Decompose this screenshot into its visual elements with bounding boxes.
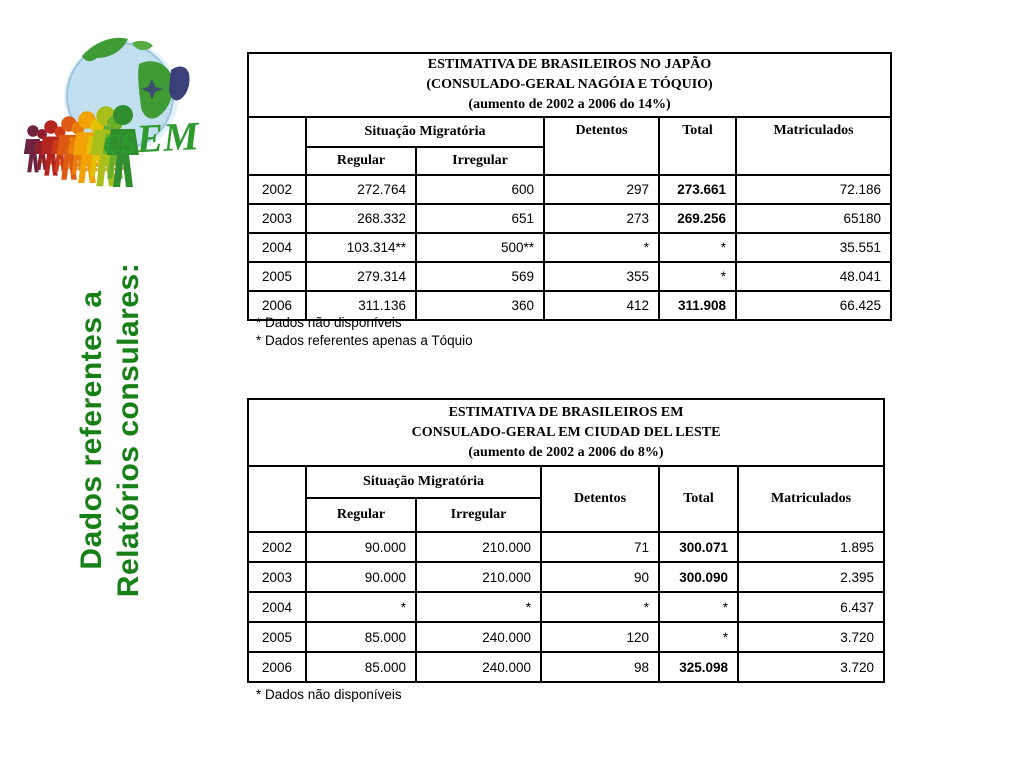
header-regular: Regular — [306, 147, 416, 175]
slide-side-title — [55, 240, 165, 620]
year-header-empty — [248, 466, 306, 532]
total-cell: * — [659, 262, 736, 291]
header-situacao-migratoria: Situação Migratória — [306, 466, 541, 498]
detentos-cell: 120 — [541, 622, 659, 652]
irregular-cell: * — [416, 592, 541, 622]
header-detentos: Detentos — [544, 117, 659, 175]
header-regular: Regular — [306, 498, 416, 532]
year-cell: 2006 — [248, 652, 306, 682]
regular-cell: 90.000 — [306, 562, 416, 592]
table-row — [248, 562, 884, 592]
header-irregular: Irregular — [416, 147, 544, 175]
csem-logo-text: csEM — [102, 113, 200, 163]
table-title-row — [248, 53, 891, 117]
total-cell: * — [659, 592, 738, 622]
year-cell: 2006 — [248, 291, 306, 320]
header-total: Total — [659, 117, 736, 175]
matriculados-cell: 48.041 — [736, 262, 891, 291]
header-detentos: Detentos — [541, 466, 659, 532]
table-row — [248, 233, 891, 262]
regular-cell: 272.764 — [306, 175, 416, 204]
irregular-cell: 500** — [416, 233, 544, 262]
total-cell: 300.090 — [659, 562, 738, 592]
total-cell: 311.908 — [659, 291, 736, 320]
csem-logo — [8, 2, 223, 217]
detentos-cell: 98 — [541, 652, 659, 682]
title-line: (aumento de 2002 a 2006 do 14%) — [468, 97, 671, 112]
matriculados-cell: 72.186 — [736, 175, 891, 204]
year-header-empty — [248, 117, 306, 175]
regular-cell: * — [306, 592, 416, 622]
year-cell: 2002 — [248, 175, 306, 204]
regular-cell: 85.000 — [306, 652, 416, 682]
header-matriculados: Matriculados — [736, 117, 891, 175]
regular-cell: 85.000 — [306, 622, 416, 652]
header-matriculados: Matriculados — [738, 466, 884, 532]
header-situacao-migratoria: Situação Migratória — [306, 117, 544, 147]
title-line: ESTIMATIVA DE BRASILEIROS NO JAPÃO — [427, 57, 712, 72]
total-cell: 325.098 — [659, 652, 738, 682]
table-japan-footnotes — [256, 314, 473, 350]
detentos-cell: * — [544, 233, 659, 262]
matriculados-cell: 66.425 — [736, 291, 891, 320]
footnote: * Dados não disponíveis — [256, 687, 402, 702]
table-row — [248, 592, 884, 622]
header-total: Total — [659, 466, 738, 532]
total-cell: * — [659, 233, 736, 262]
year-cell: 2003 — [248, 204, 306, 233]
matriculados-cell: 2.395 — [738, 562, 884, 592]
detentos-cell: 90 — [541, 562, 659, 592]
detentos-cell: 273 — [544, 204, 659, 233]
side-title-line2: Relatórios consulares: — [112, 262, 145, 598]
year-cell: 2004 — [248, 592, 306, 622]
table-japan — [247, 52, 892, 321]
year-cell: 2005 — [248, 622, 306, 652]
header-irregular: Irregular — [416, 498, 541, 532]
footnote: * Dados referentes apenas a Tóquio — [256, 333, 473, 348]
title-line: CONSULADO-GERAL EM CIUDAD DEL LESTE — [411, 424, 721, 440]
irregular-cell: 360 — [416, 291, 544, 320]
regular-cell: 279.314 — [306, 262, 416, 291]
irregular-cell: 210.000 — [416, 532, 541, 562]
table-row — [248, 262, 891, 291]
header-row-1 — [248, 117, 891, 147]
footnote: * Dados não disponíveis — [256, 315, 402, 330]
year-cell: 2003 — [248, 562, 306, 592]
irregular-cell: 600 — [416, 175, 544, 204]
table-leste-title — [248, 399, 884, 466]
table-japan-title — [248, 53, 891, 117]
total-cell: 300.071 — [659, 532, 738, 562]
matriculados-cell: 3.720 — [738, 622, 884, 652]
table-row — [248, 175, 891, 204]
year-cell: 2004 — [248, 233, 306, 262]
table-title-row — [248, 399, 884, 466]
total-cell: 269.256 — [659, 204, 736, 233]
total-cell: * — [659, 622, 738, 652]
irregular-cell: 651 — [416, 204, 544, 233]
detentos-cell: 412 — [544, 291, 659, 320]
matriculados-cell: 3.720 — [738, 652, 884, 682]
regular-cell: 311.136 — [306, 291, 416, 320]
matriculados-cell: 6.437 — [738, 592, 884, 622]
table-row — [248, 204, 891, 233]
irregular-cell: 240.000 — [416, 652, 541, 682]
title-line: (aumento de 2002 a 2006 do 8%) — [468, 444, 664, 460]
regular-cell: 268.332 — [306, 204, 416, 233]
detentos-cell: 297 — [544, 175, 659, 204]
regular-cell: 103.314** — [306, 233, 416, 262]
detentos-cell: 71 — [541, 532, 659, 562]
title-line: ESTIMATIVA DE BRASILEIROS EM — [448, 404, 684, 420]
year-cell: 2002 — [248, 532, 306, 562]
header-row-1 — [248, 466, 884, 498]
matriculados-cell: 65180 — [736, 204, 891, 233]
table-row — [248, 622, 884, 652]
table-ciudad-del-leste — [247, 398, 885, 683]
total-cell: 273.661 — [659, 175, 736, 204]
irregular-cell: 569 — [416, 262, 544, 291]
matriculados-cell: 1.895 — [738, 532, 884, 562]
detentos-cell: * — [541, 592, 659, 622]
side-title-line1: Dados referentes a — [75, 290, 108, 570]
table-row — [248, 652, 884, 682]
table-leste-footnotes — [256, 686, 402, 704]
table-row — [248, 532, 884, 562]
matriculados-cell: 35.551 — [736, 233, 891, 262]
detentos-cell: 355 — [544, 262, 659, 291]
regular-cell: 90.000 — [306, 532, 416, 562]
irregular-cell: 240.000 — [416, 622, 541, 652]
title-line: (CONSULADO-GERAL NAGÓIA E TÓQUIO) — [426, 77, 713, 92]
year-cell: 2005 — [248, 262, 306, 291]
irregular-cell: 210.000 — [416, 562, 541, 592]
